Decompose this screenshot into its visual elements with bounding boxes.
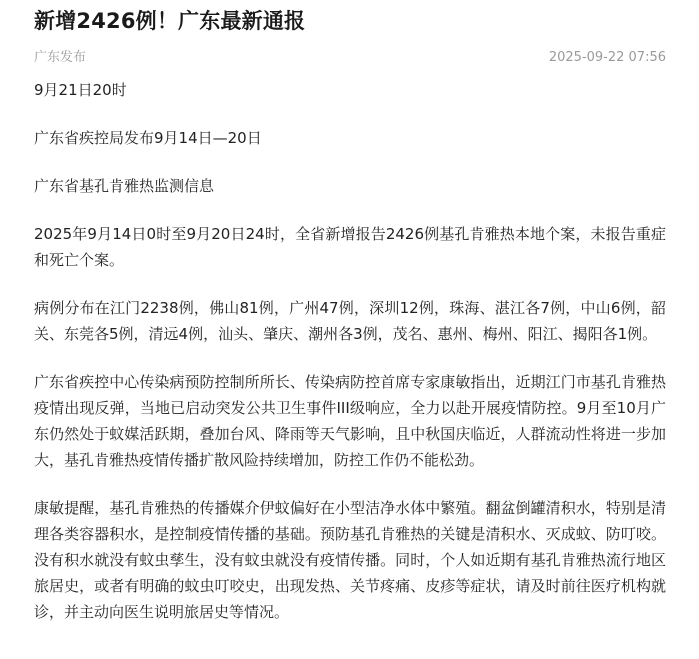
publish-time: 2025-09-22 07:56 [548,50,666,65]
article-source[interactable]: 广东发布 [34,50,87,65]
paragraph-report-time: 9月21日20时 [34,81,127,99]
article [34,0,666,647]
paragraph-case-distribution: 病例分布在江门2238例，佛山81例，广州47例，深圳12例，珠海、湛江各7例，中山6例，韶关、东莞各5例，清远4例，汕头、肇庆、潮州各3例，茂名、惠州、梅州、阳江、揭阳各1例。 [34,299,666,343]
paragraph-subheading: 广东省基孔肯雅热监测信息 [34,177,215,195]
article-title: 新增2426例！广东最新通报 [34,9,306,33]
article-meta [34,48,666,68]
article-body [34,77,666,625]
paragraph-prevention-advice: 康敏提醒，基孔肯雅热的传播媒介伊蚊偏好在小型洁净水体中繁殖。翻盆倒罐清积水，特别是清理各类容器积水，是控制疫情传播的基础。预防基孔肯雅热的关键是清积水、灭成蚊、防叮咬。没有积水就没有蚊虫孳生，没有蚊虫就没有疫情传播。同时，个人如近期有基孔肯雅热流行地区旅居史，或者有明确的蚊虫叮咬史，出现发热、关节疼痛、皮疹等症状，请及时前往医疗机构就诊，并主动向医生说明旅居史等情况。 [34,499,666,621]
paragraph-new-cases: 2025年9月14日0时至9月20日24时，全省新增报告2426例基孔肯雅热本地个案，未报告重症和死亡个案。 [34,225,666,269]
paragraph-publisher: 广东省疾控局发布9月14日—20日 [34,129,262,147]
paragraph-expert-analysis: 广东省疾控中心传染病预防控制所所长、传染病防控首席专家康敏指出，近期江门市基孔肯雅热疫情出现反弹，当地已启动突发公共卫生事件III级响应，全力以赴开展疫情防控。9月至10月广东仍然处于蚊媒活跃期，叠加台风、降雨等天气影响，且中秋国庆临近，人群流动性将进一步加大，基孔肯雅热疫情传播扩散风险持续增加，防控工作仍不能松劲。 [34,373,666,469]
